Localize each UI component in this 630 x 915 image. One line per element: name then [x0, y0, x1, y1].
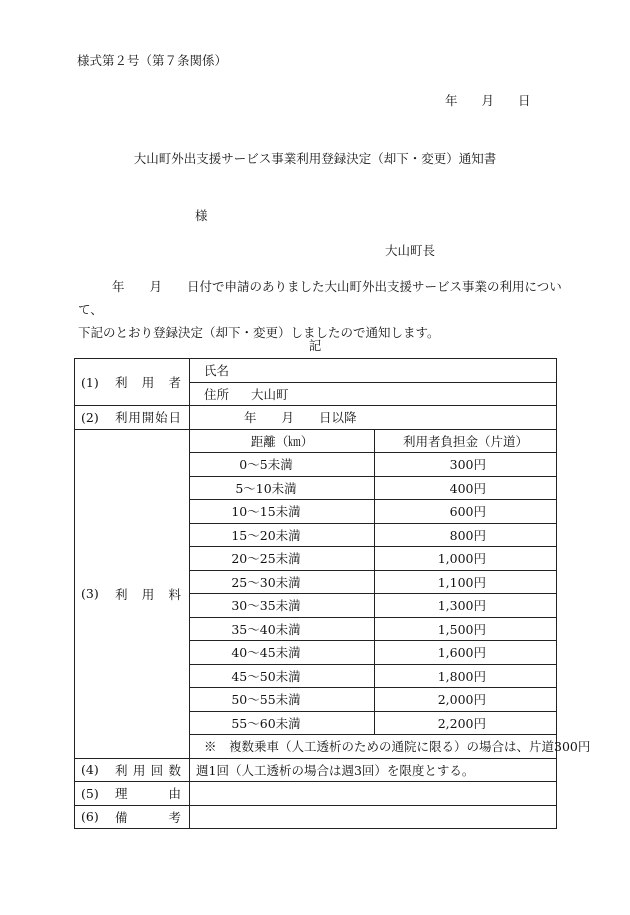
name-field: 氏名 [190, 359, 557, 383]
fee-charge: 1,800円 [375, 664, 557, 688]
address-field: 住所 大山町 [190, 382, 557, 406]
form-number: 様式第２号（第７条関係） [77, 53, 228, 68]
body-line-1: 年 月 日付で申請のありました大山町外出支援サービス事業の利用について、 [78, 279, 562, 317]
fee-charge: 300円 [375, 453, 557, 477]
remarks-row [75, 805, 557, 829]
fee-distance: 10～15未満 [190, 500, 375, 524]
reason-label: (5) 理 由 [75, 782, 190, 806]
date-year: 年 [445, 93, 458, 108]
address-value: 大山町 [251, 386, 289, 402]
start-date-label: (2) 利 用 開 始 日 [75, 406, 190, 430]
body-text [78, 275, 568, 344]
remarks-label: (6) 備 考 [75, 805, 190, 829]
fee-note: ※ 複数乗車（人工透析のための通院に限る）の場合は、片道300円 [190, 735, 557, 759]
distance-column-header: 距離（㎞） [190, 429, 375, 453]
user-name-row [75, 359, 557, 383]
start-date-label-char: 用 [128, 410, 141, 426]
date-day: 日 [518, 93, 531, 108]
frequency-row [75, 758, 557, 782]
frequency-value: 週1回（人工透析の場合は週3回）を限度とする。 [190, 758, 557, 782]
remarks-label-char: 考 [168, 809, 181, 825]
fee-distance: 30～35未満 [190, 594, 375, 618]
fee-distance: 45～50未満 [190, 664, 375, 688]
fee-header-row [75, 429, 557, 453]
reason-value [190, 782, 557, 806]
date-month: 月 [481, 93, 495, 108]
reason-label-char: 理 [115, 786, 128, 802]
issue-date [445, 91, 531, 109]
charge-column-header: 利用者負担金（片道） [375, 429, 557, 453]
fee-charge: 800円 [375, 523, 557, 547]
fee-distance: 35～40未満 [190, 617, 375, 641]
start-date-value: 年 月 日以降 [190, 406, 557, 430]
fee-charge: 2,000円 [375, 688, 557, 712]
start-date-label-char: 始 [155, 410, 168, 426]
body-line-2: 下記のとおり登録決定（却下・変更）しましたので通知します。 [78, 325, 440, 340]
issuer: 大山町長 [385, 243, 436, 258]
frequency-label-char: 数 [168, 762, 181, 778]
fee-charge: 400円 [375, 476, 557, 500]
user-label-char: 者 [168, 375, 181, 390]
fee-distance: 50～55未満 [190, 688, 375, 712]
fee-charge: 600円 [375, 500, 557, 524]
reason-label-char: 由 [168, 786, 181, 802]
fee-label-char: 用 [141, 586, 155, 602]
fee-charge: 1,600円 [375, 641, 557, 665]
frequency-label-char: 回 [150, 762, 164, 778]
reason-row [75, 782, 557, 806]
addressee-suffix: 様 [195, 208, 208, 223]
remarks-label-char: 備 [115, 809, 128, 825]
document-title: 大山町外出支援サービス事業利用登録決定（却下・変更）通知書 [133, 151, 497, 166]
fee-distance: 25～30未満 [190, 570, 375, 594]
start-date-label-char: 日 [168, 410, 181, 426]
fee-distance: 5～10未満 [190, 476, 375, 500]
frequency-label-char: 用 [132, 762, 146, 778]
fee-distance: 40～45未満 [190, 641, 375, 665]
ki-heading: 記 [308, 338, 322, 353]
fee-label-char: 料 [168, 586, 181, 602]
fee-label-char: 利 [115, 586, 128, 602]
start-date-label-char: 利 [115, 410, 128, 426]
start-date-row [75, 406, 557, 430]
fee-charge: 1,300円 [375, 594, 557, 618]
fee-charge: 1,500円 [375, 617, 557, 641]
frequency-label: (4) 利 用 回 数 [75, 758, 190, 782]
user-label-char: 利 [115, 375, 128, 390]
frequency-label-char: 利 [115, 762, 128, 778]
fee-distance: 15～20未満 [190, 523, 375, 547]
fee-distance: 55～60未満 [190, 711, 375, 735]
remarks-value [190, 805, 557, 829]
fee-charge: 2,200円 [375, 711, 557, 735]
fee-charge: 1,100円 [375, 570, 557, 594]
fee-distance: 20～25未満 [190, 547, 375, 571]
fee-distance: 0～5未満 [190, 453, 375, 477]
fee-label: (3) 利 用 料 [75, 429, 190, 758]
fee-charge: 1,000円 [375, 547, 557, 571]
notice-table [74, 358, 591, 829]
user-label: (1) 利 用 者 [75, 359, 190, 406]
user-label-char: 用 [141, 375, 155, 390]
start-date-label-char: 開 [141, 410, 155, 426]
